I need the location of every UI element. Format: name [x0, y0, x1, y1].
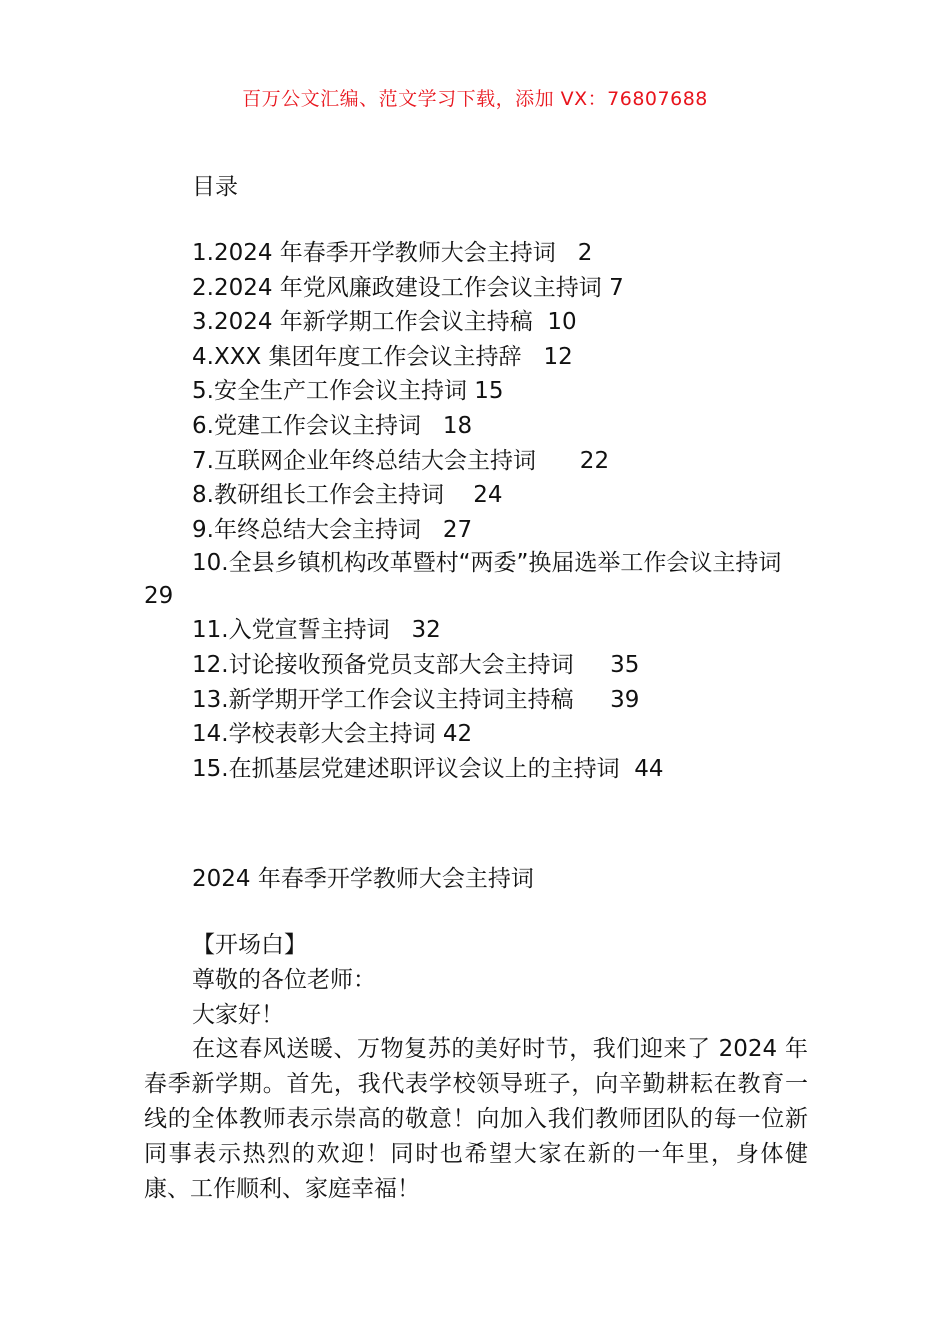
article-body	[144, 928, 808, 1206]
salutation: 尊敬的各位老师：	[192, 966, 376, 993]
toc-item: 5.安全生产工作会议主持词 15	[192, 378, 504, 405]
opening-paragraph: 在这春风送暖、万物复苏的美好时节，我们迎来了 2024 年春季新学期。首先，我代表学校领导班子，向辛勤耕耘在教育一线的全体教师表示崇高的敬意！向加入我们教师团队的每一位新同事表示热烈的欢迎！同时也希望大家在新的一年里，身体健康、工作顺利、家庭幸福！	[144, 1036, 808, 1202]
greeting: 大家好！	[192, 1001, 284, 1028]
toc-item: 13.新学期开学工作会议主持词主持稿 39	[192, 686, 640, 713]
header-note: 百万公文汇编、范文学习下载，添加 VX：76807688	[242, 88, 708, 110]
toc-item: 14.学校表彰大会主持词 42	[192, 721, 473, 748]
section-heading: 【开场白】	[192, 932, 307, 958]
toc-item: 8.教研组长工作会主持词 24	[192, 482, 503, 509]
toc-item: 7.互联网企业年终总结大会主持词 22	[192, 447, 610, 474]
toc-item: 2.2024 年党风廉政建设工作会议主持词 7	[192, 274, 624, 301]
toc-item: 9.年终总结大会主持词 27	[192, 516, 473, 543]
toc-item: 4.XXX 集团年度工作会议主持辞 12	[192, 343, 573, 370]
toc-item: 12.讨论接收预备党员支部大会主持词 35	[192, 651, 640, 678]
toc-item: 15.在抓基层党建述职评议会议上的主持词 44	[192, 755, 664, 782]
toc-item: 3.2024 年新学期工作会议主持稿 10	[192, 309, 577, 336]
toc-item: 6.党建工作会议主持词 18	[192, 412, 473, 439]
toc-item: 1.2024 年春季开学教师大会主持词 2	[192, 240, 593, 266]
toc-item: 11.入党宣誓主持词 32	[192, 617, 441, 644]
article-title: 2024 年春季开学教师大会主持词	[192, 866, 534, 892]
toc-title: 目录	[192, 174, 238, 200]
table-of-contents	[144, 236, 814, 786]
toc-item: 10.全县乡镇机构改革暨村“两委”换届选举工作会议主持词 29	[144, 550, 782, 610]
